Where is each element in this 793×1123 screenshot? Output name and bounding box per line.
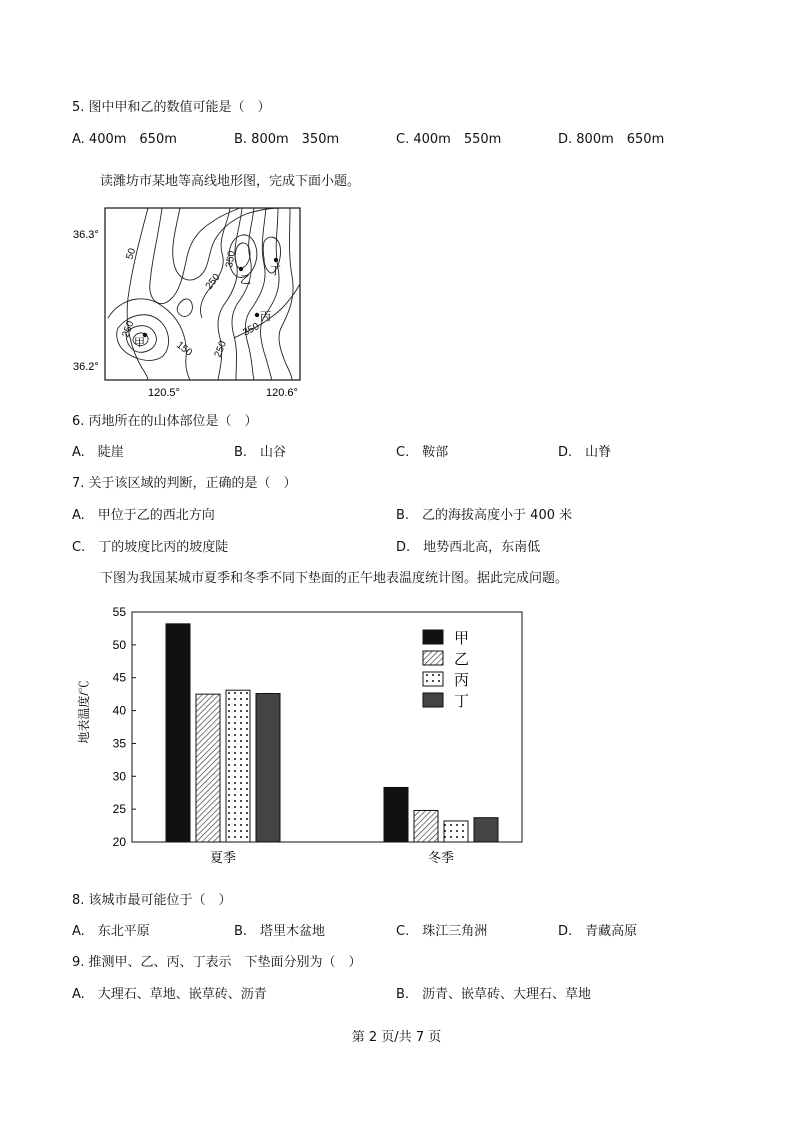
legend-label: 甲 [454,630,470,647]
legend-swatch [423,630,443,644]
contour-label-350-east: 350 [241,321,262,339]
bar-丁-夏季 [256,693,280,842]
y-tick-label: 25 [112,802,126,817]
bar-乙-夏季 [196,694,220,842]
q9-option-a: A. 大理石、草地、嵌草砖、沥青 [72,987,267,1002]
q9-stem: 9. 推测甲、乙、丙、丁表示 下垫面分别为（ ） [72,955,362,970]
lon-right-label: 120.6° [266,387,298,399]
contour-label-250-south: 250 [212,339,230,360]
map-intro: 读潍坊市某地等高线地形图，完成下面小题。 [100,174,361,189]
q5-option-d: D. 800m 650m [558,132,665,147]
q8-stem: 8. 该城市最可能位于（ ） [72,893,232,908]
q5-stem: 5. 图中甲和乙的数值可能是（ ） [72,100,271,115]
q7-stem: 7. 关于该区域的判断，正确的是（ ） [72,476,297,491]
x-axis-categories [210,850,454,865]
contour-label-50: 50 [124,246,139,261]
legend-label: 丙 [454,672,470,689]
bar-丙-冬季 [444,821,468,842]
temperature-bar-chart [70,600,540,872]
point-yi-dot [239,267,243,271]
contour-label-350-north: 350 [224,250,238,269]
q8-option-a: A. 东北平原 [72,924,150,939]
y-tick-label: 55 [112,605,126,619]
point-ding-label: 丁 [270,265,281,277]
q6-stem: 6. 丙地所在的山体部位是（ ） [72,414,258,429]
contour-map [70,198,310,403]
legend-label: 乙 [454,651,470,668]
lon-left-label: 120.5° [148,387,180,399]
legend-swatch [423,693,443,707]
x-category-label: 夏季 [209,850,237,865]
y-tick-label: 30 [112,769,126,784]
x-category-label: 冬季 [427,850,455,865]
y-tick-label: 40 [112,703,126,718]
bar-甲-夏季 [166,624,190,842]
y-tick-label: 35 [112,736,126,751]
bar-丙-夏季 [226,690,250,842]
contour-label-250-west: 250 [120,319,137,340]
q7-option-c: C. 丁的坡度比丙的坡度陡 [72,540,229,555]
lat-top-label: 36.3° [73,229,99,241]
contour-label-150: 150 [174,339,195,359]
q6-option-a: A. 陡崖 [72,445,124,460]
chart-intro: 下图为我国某城市夏季和冬季不同下垫面的正午地表温度统计图。据此完成问题。 [100,571,569,586]
q8-option-d: D. 青藏高原 [558,924,638,939]
q7-option-a: A. 甲位于乙的西北方向 [72,508,215,523]
page-footer: 第 2 页/共 7 页 [351,1030,442,1045]
bar-丁-冬季 [474,818,498,842]
point-bing-dot [255,313,259,317]
y-tick-label: 50 [112,637,126,652]
contour-label-250-center: 250 [203,271,223,292]
legend-swatch [423,672,443,686]
point-bing-label: 丙 [260,311,271,323]
y-tick-label: 45 [112,670,126,685]
q8-option-c: C. 珠江三角洲 [396,924,488,939]
legend-label: 丁 [454,693,470,710]
q5-option-c: C. 400m 550m [396,132,502,147]
q6-option-d: D. 山脊 [558,445,612,460]
point-jia-label: 甲 [134,337,145,349]
q8-option-b: B. 塔里木盆地 [234,924,326,939]
y-axis-label: 地表温度/℃ [77,680,91,744]
q7-option-d: D. 地势西北高，东南低 [396,540,541,555]
q9-option-b: B. 沥青、嵌草砖、大理石、草地 [396,987,592,1002]
point-ding-dot [274,258,278,262]
q5-option-b: B. 800m 350m [234,132,340,147]
q6-option-c: C. 鞍部 [396,445,449,460]
q7-option-b: B. 乙的海拔高度小于 400 米 [396,508,573,523]
q5-option-a: A. 400m 650m [72,132,177,147]
bar-乙-冬季 [414,810,438,842]
bar-甲-冬季 [384,787,408,842]
point-yi-label: 乙 [240,274,251,286]
map-frame [105,208,300,380]
lat-bottom-label: 36.2° [73,361,99,373]
legend-swatch [423,651,443,665]
y-tick-label: 20 [112,835,126,849]
q6-option-b: B. 山谷 [234,445,287,460]
